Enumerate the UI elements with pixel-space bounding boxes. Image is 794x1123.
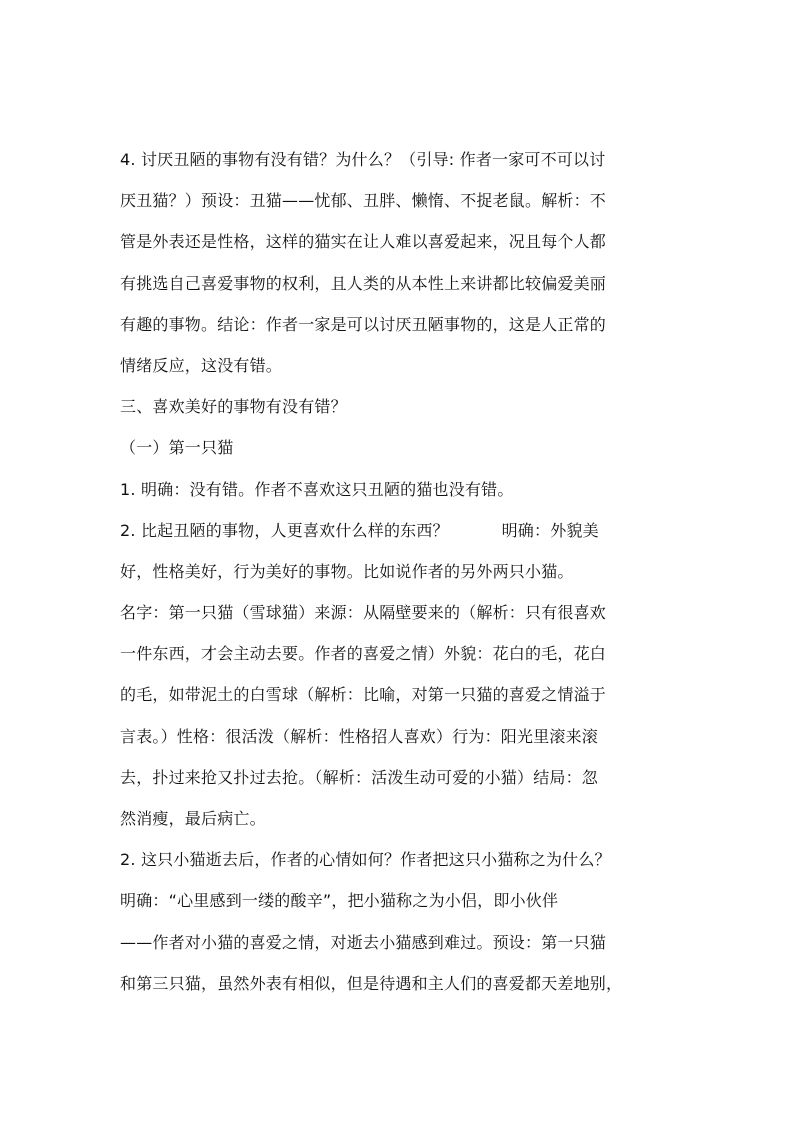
text-line: 好，性格美好，行为美好的事物。比如说作者的另外两只小猫。 [120, 561, 574, 581]
text-line: 明确：“心里感到一缕的酸辛”，把小猫称之为小侣，即小伙伴 [120, 891, 559, 911]
text-line: 厌丑猫？）预设：丑猫——忧郁、丑胖、懒惰、不捉老鼠。解析：不 [120, 191, 607, 211]
text-line: 名字：第一只猫（雪球猫）来源：从隔壁要来的（解析：只有很喜欢 [120, 603, 607, 623]
text-line: 有挑选自己喜爱事物的权利，且人类的从本性上来讲都比较偏爱美丽 [120, 273, 607, 293]
document-body [120, 146, 678, 1011]
text-line: 情绪反应，这没有错。 [120, 355, 283, 375]
text-line: 的毛，如带泥土的白雪球（解析：比喻，对第一只猫的喜爱之情溢于 [120, 685, 607, 705]
text-line: 2. 比起丑陋的事物，人更喜欢什么样的东西？ 明确：外貌美 [120, 520, 599, 540]
text-line: 2. 这只小猫逝去后，作者的心情如何？作者把这只小猫称之为什么？ [120, 850, 611, 870]
text-line: 然消瘦，最后病亡。 [120, 809, 266, 828]
text-line: 去，扑过来抢又扑过去抢。（解析：活泼生动可爱的小猫）结局：忽 [120, 767, 599, 787]
subsection-heading: （一）第一只猫 [120, 438, 234, 458]
text-line: 管是外表还是性格，这样的猫实在让人难以喜爱起来，况且每个人都 [120, 232, 607, 252]
text-line: 有趣的事物。结论：作者一家是可以讨厌丑陋事物的，这是人正常的 [120, 314, 607, 334]
text-line: 言表。）性格：很活泼（解析：性格招人喜欢）行为：阳光里滚来滚 [120, 726, 599, 746]
text-line: 和第三只猫，虽然外表有相似，但是待遇和主人们的喜爱都天差地别， [120, 973, 623, 993]
text-line: ——作者对小猫的喜爱之情，对逝去小猫感到难过。预设：第一只猫 [120, 932, 607, 952]
text-line: 一件东西，才会主动去要。作者的喜爱之情）外貌：花白的毛，花白 [120, 644, 607, 664]
text-line: 1. 明确：没有错。作者不喜欢这只丑陋的猫也没有错。 [120, 479, 514, 499]
section-heading: 三、喜欢美好的事物有没有错？ [120, 397, 347, 417]
text-line: 4. 讨厌丑陋的事物有没有错？为什么？（引导: 作者一家可不可以讨 [120, 150, 606, 169]
